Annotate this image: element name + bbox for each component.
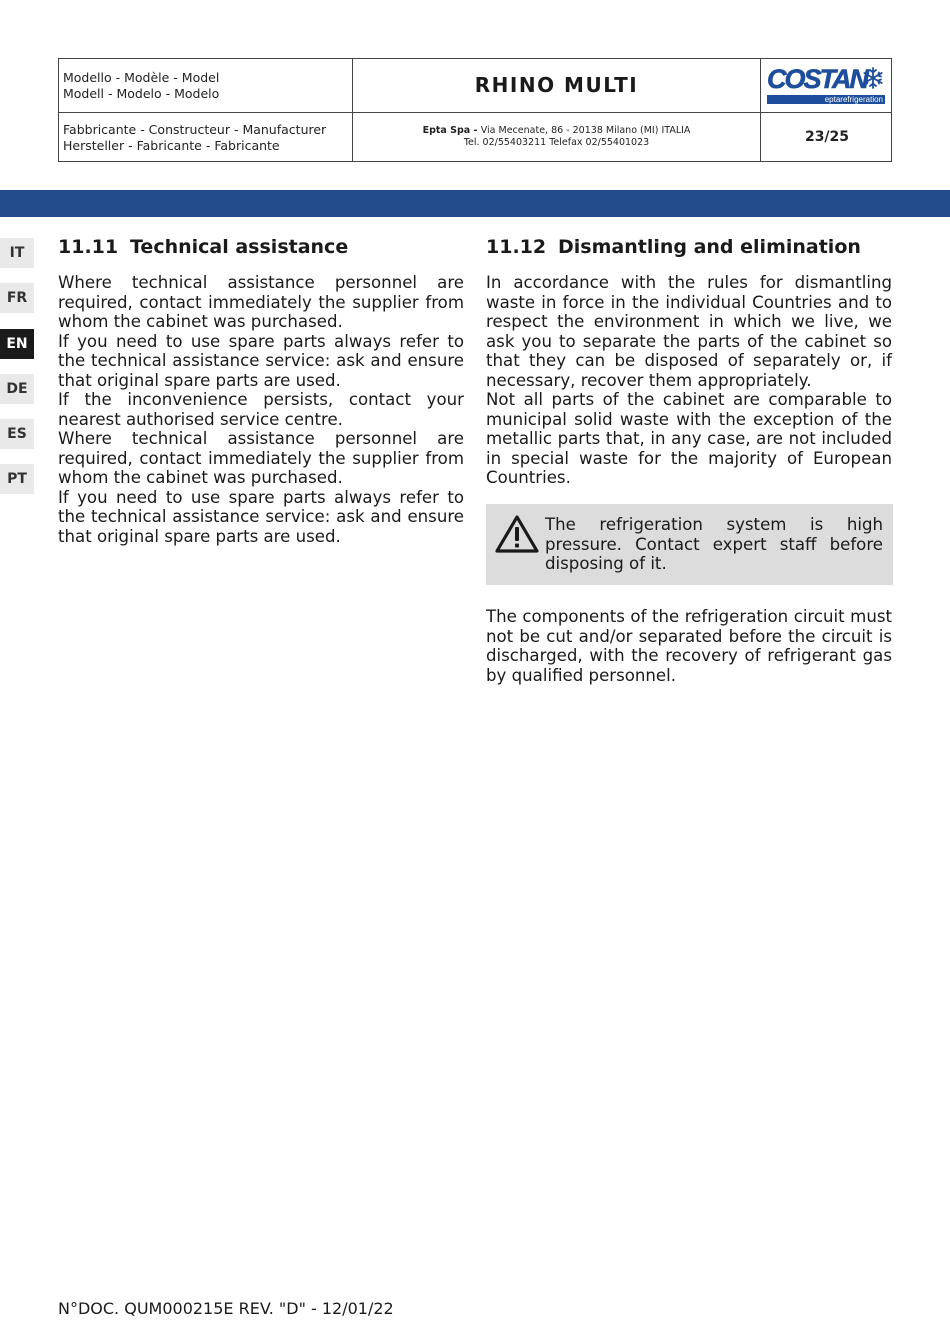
paragraph: The components of the refrigeration circuit must not be cut and/or separated before the circuit is discharged, with the recovery of refrigerant gas by qualified personnel. [486,607,892,685]
logo-subtext: eptarefrigeration [767,95,885,104]
manufacturer-label [63,122,348,154]
manufacturer-phone: Tel. 02/55403211 Telefax 02/55401023 [463,137,650,148]
model-name: RHINO MULTI [474,73,639,97]
section-dismantling [486,234,892,488]
manufacturer-address: Via Mecenate, 86 - 20138 Milano (MI) ITALIA [480,125,691,136]
language-tab-pt[interactable]: PT [0,464,34,494]
paragraph: Where technical assistance personnel are required, contact immediately the supplier from whom the cabinet was purchased. [58,273,464,331]
model-label-line-1: Modello - Modèle - Model [63,70,220,85]
paragraph: In accordance with the rules for dismantling waste in force in the individual Countries and to respect the environment in which we live, we ask you to separate the parts of the cabinet so that they can be disposed of separately or, if necessary, recover them appropriately. [486,273,892,390]
paragraph: Where technical assistance personnel are required, contact immediately the supplier from whom the cabinet was purchased. [58,429,464,487]
logo-text: COSTAN [767,64,867,94]
model-label-line-2: Modell - Modelo - Modelo [63,86,220,101]
language-tab-it[interactable]: IT [0,238,34,268]
header-band [0,190,950,217]
manufacturer-label-line-1: Fabbricante - Constructeur - Manufacturer [63,122,327,137]
document-header [58,58,892,162]
section-heading [486,234,892,260]
language-tab-fr[interactable]: FR [0,283,34,313]
section-number: 11.11 [58,236,119,258]
language-tab-en[interactable]: EN [0,329,34,359]
language-tab-de[interactable]: DE [0,374,34,404]
paragraph: If you need to use spare parts always refer to the technical assistance service: ask and ensure that original spare parts are used. [58,487,464,546]
section-number: 11.12 [486,236,547,258]
header-divider [59,112,891,113]
snowflake-icon [862,67,884,89]
paragraph: If you need to use spare parts always refer to the technical assistance service: ask and ensure that original spare parts are used. [58,331,464,390]
manufacturer-company: Epta Spa - [422,125,481,136]
document-reference: N°DOC. QUM000215E REV. "D" - 12/01/22 [58,1299,394,1318]
section-technical-assistance [58,234,464,546]
manufacturer-info [353,125,760,149]
page-number: 23/25 [804,129,850,145]
warning-box [486,504,893,585]
manufacturer-address-line [353,125,760,137]
paragraph: Not all parts of the cabinet are comparable to municipal solid waste with the exception of the metallic parts that, in any case, are not included in special waste for the majority of European Countries. [486,390,892,487]
brand-logo [761,59,891,112]
section-heading [58,234,464,260]
language-tab-es[interactable]: ES [0,419,34,449]
section-title: Dismantling and elimination [558,236,861,258]
section-title: Technical assistance [130,236,349,258]
warning-triangle-icon [494,514,540,554]
paragraph: If the inconvenience persists, contact your nearest authorised service centre. [58,390,464,429]
model-label [63,70,348,102]
warning-text: The refrigeration system is high pressure. Contact expert staff before disposing of it. [545,515,883,573]
manufacturer-label-line-2: Hersteller - Fabricante - Fabricante [63,138,280,153]
